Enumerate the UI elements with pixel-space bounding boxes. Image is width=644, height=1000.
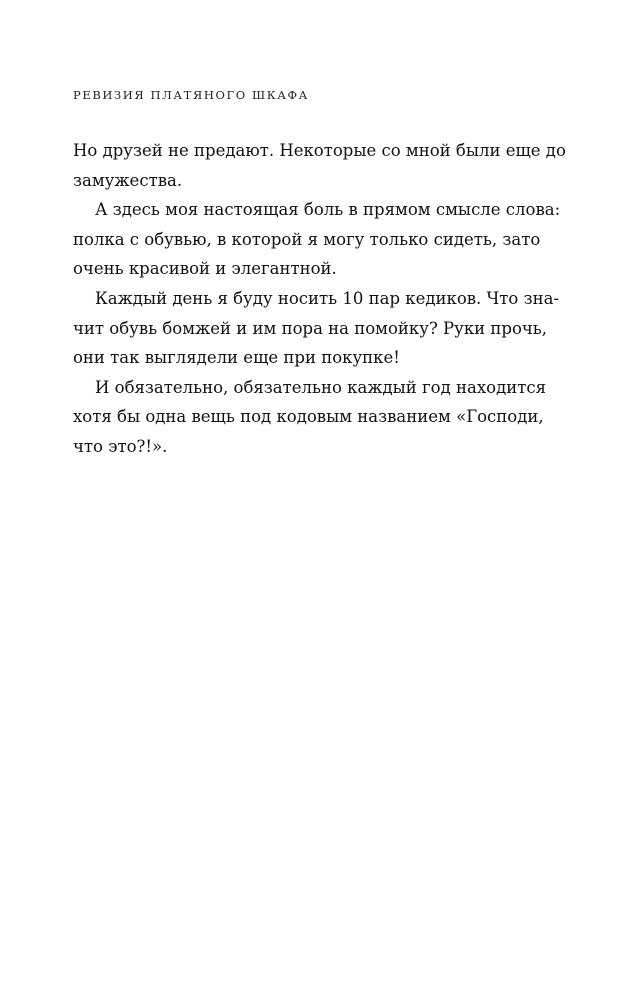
running-header: РЕВИЗИЯ ПЛАТЯНОГО ШКАФА [73,88,309,102]
paragraph-start-line: И обязательно, обязательно каждый год находится [95,377,547,397]
body-text [73,136,570,462]
text-line: они так выглядели еще при покупке! [73,348,400,368]
paragraph-start-line: А здесь моя настоящая боль в прямом смысле слова: [95,200,561,220]
text-line: Но друзей не предают. Некоторые со мной были еще до [73,141,566,160]
text-line: хотя бы одна вещь под кодовым названием «Господи, [73,407,544,427]
text-line: что это?!». [73,436,168,456]
paragraph-start-line: Каждый день я буду носить 10 пар кедиков. Что зна- [95,288,560,308]
text-line: очень красивой и элегантной. [73,259,337,279]
text-line: полка с обувью, в которой я могу только сидеть, зато [73,229,541,249]
text-line: чит обувь бомжей и им пора на помойку? Руки прочь, [73,318,548,338]
text-line: замужества. [73,170,183,190]
